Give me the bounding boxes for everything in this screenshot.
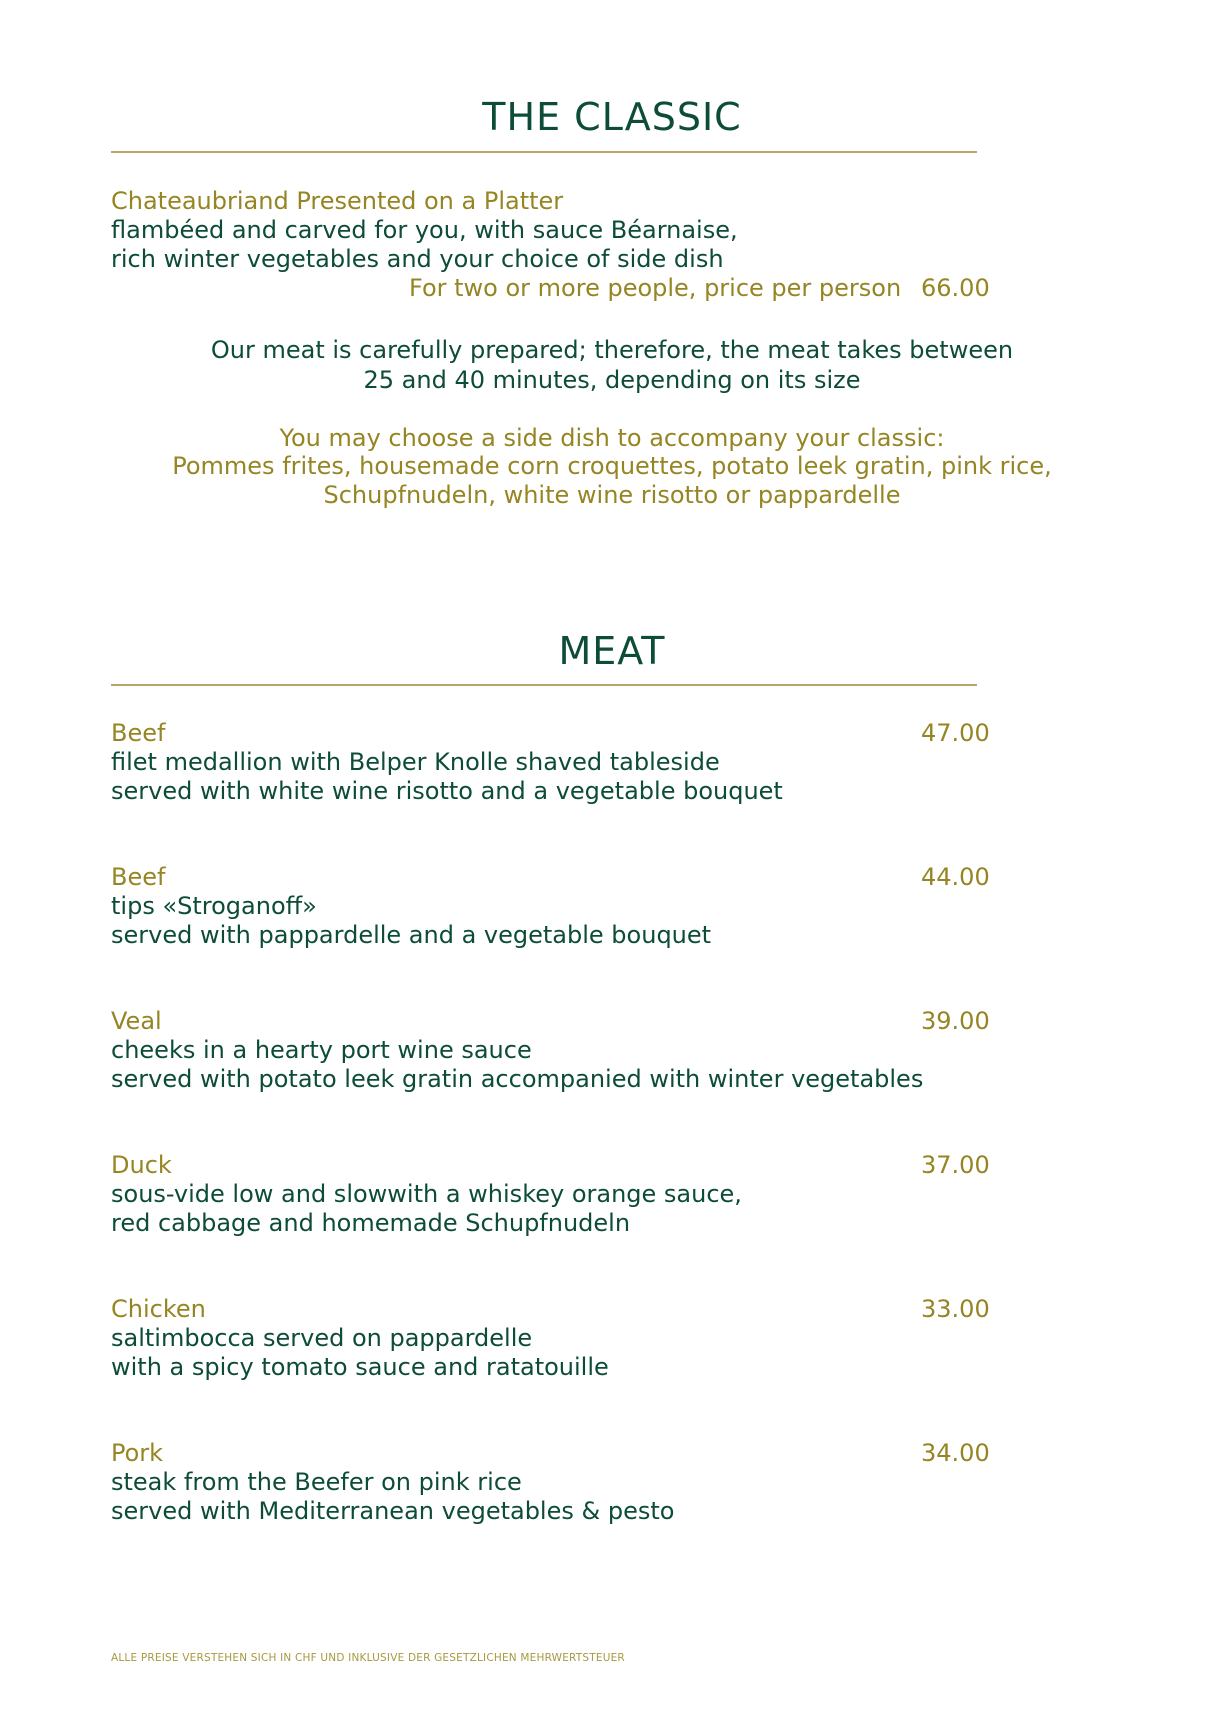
menu-item-name: Duck	[111, 1151, 172, 1179]
classic-description-line-1: flambéed and carved for you, with sauce Béarnaise,	[111, 216, 738, 244]
classic-description-line-2: rich winter vegetables and your choice of side dish	[111, 245, 724, 273]
menu-item-price: 39.00	[921, 1007, 990, 1035]
menu-item-description-line-1: steak from the Beefer on pink rice	[111, 1468, 522, 1496]
menu-item-price: 44.00	[921, 863, 990, 891]
menu-item-price: 34.00	[921, 1439, 990, 1467]
section-divider-classic	[111, 151, 977, 153]
vat-footnote: ALLE PREISE VERSTEHEN SICH IN CHF UND INKLUSIVE DER GESETZLICHEN MEHRWERTSTEUER	[111, 1652, 625, 1664]
menu-item-description-line-2: served with Mediterranean vegetables & pesto	[111, 1497, 675, 1525]
menu-item-price: 33.00	[921, 1295, 990, 1323]
menu-item-description-line-1: sous-vide low and slowwith a whiskey orange sauce,	[111, 1180, 742, 1208]
classic-side-dish-options-line-1: Pommes frites, housemade corn croquettes, potato leek gratin, pink rice,	[172, 452, 1052, 480]
menu-item-description-line-1: filet medallion with Belper Knolle shaved tableside	[111, 748, 720, 776]
classic-item-name: Chateaubriand Presented on a Platter	[111, 187, 564, 215]
classic-prep-note-line-2: 25 and 40 minutes, depending on its size	[363, 366, 861, 394]
menu-item-name: Beef	[111, 863, 166, 891]
section-title-meat: MEAT	[558, 629, 666, 673]
classic-price-note: For two or more people, price per person	[409, 274, 902, 302]
classic-price: 66.00	[921, 274, 990, 302]
menu-item-price: 47.00	[921, 719, 990, 747]
section-divider-meat	[111, 684, 977, 686]
menu-item-description-line-2: served with white wine risotto and a vegetable bouquet	[111, 777, 783, 805]
menu-item-description-line-2: red cabbage and homemade Schupfnudeln	[111, 1209, 631, 1237]
classic-side-dish-intro: You may choose a side dish to accompany your classic:	[279, 424, 945, 452]
menu-item-description-line-1: tips «Stroganoff»	[111, 892, 317, 920]
classic-side-dish-options-line-2: Schupfnudeln, white wine risotto or pappardelle	[323, 481, 901, 509]
menu-item-description-line-2: served with potato leek gratin accompanied with winter vegetables	[111, 1065, 924, 1093]
menu-item-price: 37.00	[921, 1151, 990, 1179]
menu-item-description-line-2: served with pappardelle and a vegetable bouquet	[111, 921, 712, 949]
menu-item-name: Beef	[111, 719, 166, 747]
menu-item-description-line-1: cheeks in a hearty port wine sauce	[111, 1036, 532, 1064]
menu-item-description-line-1: saltimbocca served on pappardelle	[111, 1324, 533, 1352]
menu-item-name: Chicken	[111, 1295, 206, 1323]
classic-prep-note-line-1: Our meat is carefully prepared; therefore, the meat takes between	[210, 336, 1014, 364]
menu-item-name: Pork	[111, 1439, 164, 1467]
menu-item-name: Veal	[111, 1007, 162, 1035]
section-title-classic: THE CLASSIC	[482, 95, 742, 139]
menu-item-description-line-2: with a spicy tomato sauce and ratatouille	[111, 1353, 609, 1381]
